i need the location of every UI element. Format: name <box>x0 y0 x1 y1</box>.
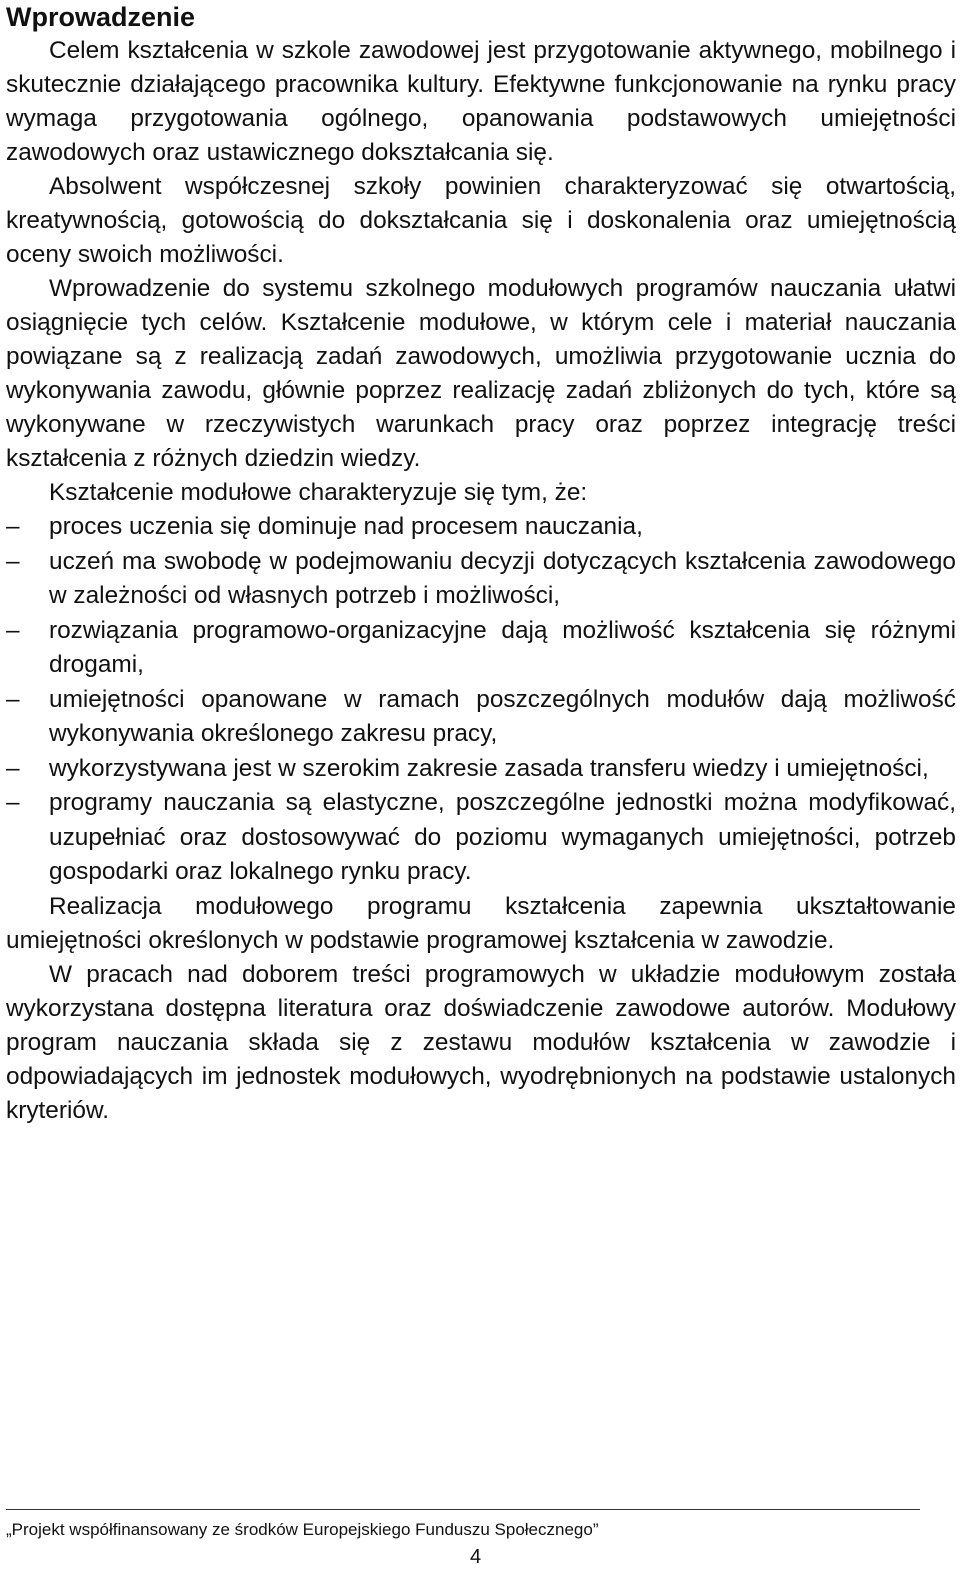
dash-bullet-icon: – <box>6 547 20 575</box>
list-item-text: rozwiązania programowo-organizacyjne dają możliwość kształcenia się różnymi drogami, <box>49 616 956 678</box>
list-item <box>6 752 956 787</box>
list-item-text: wykorzystywana jest w szerokim zakresie zasada transferu wiedzy i umiejętności, <box>49 754 929 782</box>
section-heading: Wprowadzenie <box>6 2 196 32</box>
document-page <box>6 0 956 1128</box>
paragraph-modular-system: Wprowadzenie do systemu szkolnego modułowych programów nauczania ułatwi osiągnięcie tych celów. Kształcenie modułowe, w którym cele i materiał nauczania powiązane są z realizacją zadań zawodowych, umożliwia przygotowanie ucznia do wykonywania zawodu, głównie poprzez realizację zadań zbliżonych do tych, które są wykonywane w rzeczywistych warunkach pracy oraz poprzez integrację treści kształcenia z różnych dziedzin wiedzy. <box>6 275 956 472</box>
list-item-text: uczeń ma swobodę w podejmowaniu decyzji dotyczących kształcenia zawodowego w zależności od własnych potrzeb i możliwości, <box>49 547 956 609</box>
dash-bullet-icon: – <box>6 616 20 644</box>
list-item <box>6 545 956 614</box>
list-item <box>6 614 956 683</box>
paragraph-realization: Realizacja modułowego programu kształcenia zapewnia ukształtowanie umiejętności określonych w podstawie programowej kształcenia w zawodzie. <box>6 892 956 954</box>
list-item-text: programy nauczania są elastyczne, poszczególne jednostki można modyfikować, uzupełniać oraz dostosowywać do poziomu wymaganych umiejętności, potrzeb gospodarki oraz lokalnego rynku pracy. <box>49 789 956 885</box>
paragraph-graduate: Absolwent współczesnej szkoły powinien charakteryzować się otwartością, kreatywnością, gotowością do dokształcania się i doskonalenia oraz umiejętnością oceny swoich możliwości. <box>6 173 956 268</box>
list-item <box>6 683 956 752</box>
list-item <box>6 510 956 545</box>
paragraph-intro: Celem kształcenia w szkole zawodowej jest przygotowanie aktywnego, mobilnego i skutecznie działającego pracownika kultury. Efektywne funkcjonowanie na rynku pracy wymaga przygotowania ogólnego, opanowania podstawowych umiejętności zawodowych oraz ustawicznego dokształcania się. <box>6 37 956 166</box>
paragraph-list-intro: Kształcenie modułowe charakteryzuje się tym, że: <box>49 479 588 506</box>
footer-divider <box>6 1509 920 1510</box>
list-item-text: umiejętności opanowane w ramach poszczególnych modułów dają możliwość wykonywania określonego zakresu pracy, <box>49 685 956 747</box>
list-item-text: proces uczenia się dominuje nad procesem nauczania, <box>49 513 643 540</box>
paragraph-program-structure: W pracach nad doborem treści programowych w układzie modułowym została wykorzystana dostępna literatura oraz doświadczenie zawodowe autorów. Modułowy program nauczania składa się z zestawu modułów kształcenia w zawodzie i odpowiadających im jednostek modułowych, wyodrębnionych na podstawie ustalonych kryteriów. <box>6 960 956 1124</box>
dash-bullet-icon: – <box>6 754 20 782</box>
feature-list <box>6 510 956 890</box>
dash-bullet-icon: – <box>6 685 20 713</box>
page-number: 4 <box>470 1546 482 1568</box>
footer-note: „Projekt współfinansowany ze środków Europejskiego Funduszu Społecznego” <box>6 1520 599 1539</box>
dash-bullet-icon: – <box>6 513 20 540</box>
list-item <box>6 786 956 890</box>
dash-bullet-icon: – <box>6 789 20 816</box>
